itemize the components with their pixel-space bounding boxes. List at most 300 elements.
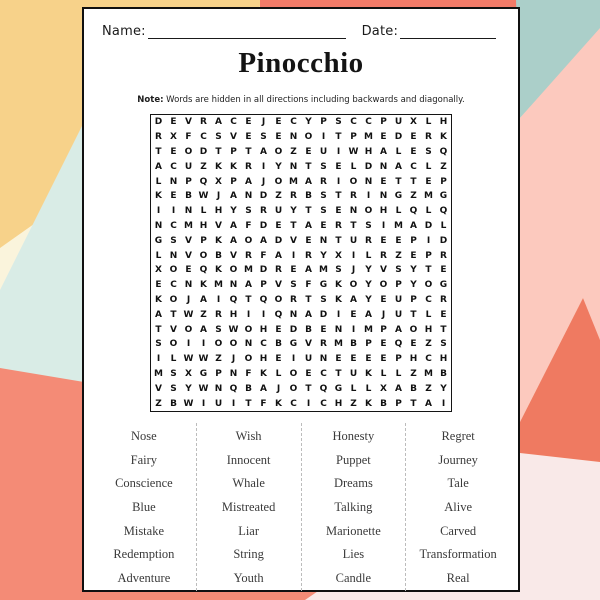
grid-letter: D	[289, 324, 298, 335]
grid-letter: U	[394, 294, 403, 305]
grid-letter: S	[170, 235, 177, 246]
grid-letter: E	[275, 220, 282, 231]
grid-letter: E	[170, 146, 177, 157]
grid-letter: K	[260, 368, 267, 379]
grid-letter: C	[170, 161, 177, 172]
grid-letter: V	[170, 324, 177, 335]
word-item: Wish	[235, 429, 262, 443]
grid-letter: V	[290, 235, 297, 246]
word-item: Honesty	[332, 429, 375, 443]
grid-letter: P	[320, 117, 327, 128]
grid-letter: W	[183, 309, 194, 320]
grid-letter: Q	[319, 383, 328, 394]
grid-letter: A	[380, 146, 387, 157]
grid-letter: E	[155, 280, 162, 291]
grid-letter: E	[290, 265, 297, 276]
word-item: Transformation	[419, 547, 497, 562]
grid-letter: B	[170, 398, 177, 409]
grid-letter: Y	[320, 250, 327, 261]
grid-letter: Q	[409, 206, 418, 217]
grid-letter: E	[350, 309, 357, 320]
grid-letter: P	[440, 176, 447, 187]
grid-letter: A	[305, 309, 312, 320]
grid-letter: P	[395, 398, 402, 409]
grid-letter: Q	[229, 383, 238, 394]
grid-letter: Q	[439, 146, 448, 157]
grid-letter: Z	[350, 398, 357, 409]
grid-letter: J	[186, 294, 191, 305]
grid-letter: I	[186, 339, 191, 350]
grid-letter: O	[244, 324, 253, 335]
grid-letter: D	[259, 220, 268, 231]
grid-letter: O	[274, 294, 283, 305]
grid-letter: N	[229, 368, 238, 379]
grid-letter: N	[229, 280, 238, 291]
grid-letter: T	[335, 235, 342, 246]
grid-letter: Z	[215, 354, 222, 365]
grid-letter: S	[170, 383, 177, 394]
grid-letter: O	[229, 265, 238, 276]
grid-letter: Z	[155, 398, 162, 409]
grid-letter: B	[350, 339, 357, 350]
header-row	[102, 21, 496, 39]
word-item: Puppet	[336, 452, 371, 467]
grid-letter: I	[291, 354, 296, 365]
grid-letter: E	[335, 354, 342, 365]
grid-letter: M	[184, 220, 193, 231]
note-label: Note:	[137, 95, 164, 105]
grid-letter: A	[230, 191, 237, 202]
grid-letter: K	[335, 280, 342, 291]
word-item: Mistreated	[221, 499, 276, 514]
grid-letter: J	[276, 383, 281, 394]
grid-letter: H	[229, 309, 238, 320]
grid-letter: I	[246, 309, 251, 320]
grid-letter: C	[200, 132, 207, 143]
grid-letter: A	[260, 235, 267, 246]
grid-letter: I	[231, 398, 236, 409]
grid-letter: T	[410, 398, 417, 409]
grid-letter: K	[230, 161, 237, 172]
grid-letter: E	[410, 132, 417, 143]
grid-letter: L	[425, 206, 432, 217]
grid-letter: E	[350, 354, 357, 365]
grid-letter: B	[305, 324, 312, 335]
grid-letter: T	[215, 146, 222, 157]
grid-letter: F	[245, 368, 252, 379]
grid-letter: V	[305, 339, 312, 350]
grid-letter: E	[275, 354, 282, 365]
grid-letter: N	[289, 132, 298, 143]
grid-letter: G	[154, 235, 163, 246]
grid-letter: Q	[229, 294, 238, 305]
grid-letter: A	[350, 294, 357, 305]
grid-letter: L	[395, 206, 402, 217]
grid-letter: Z	[410, 191, 417, 202]
grid-letter: L	[155, 176, 162, 187]
grid-letter: L	[350, 383, 357, 394]
grid-letter: M	[364, 324, 373, 335]
grid-letter: E	[380, 235, 387, 246]
grid-letter: G	[199, 368, 208, 379]
grid-letter: U	[394, 117, 403, 128]
grid-letter: O	[304, 132, 313, 143]
grid-letter: C	[290, 398, 297, 409]
grid-letter: T	[305, 383, 312, 394]
grid-letter: F	[260, 398, 267, 409]
grid-letter: S	[320, 191, 327, 202]
grid-letter: T	[335, 132, 342, 143]
grid-letter: Q	[394, 339, 403, 350]
word-item: Redemption	[113, 547, 175, 562]
grid-letter: I	[201, 339, 206, 350]
grid-letter: Z	[425, 383, 432, 394]
word-item: Journey	[438, 452, 478, 467]
word-item: Lies	[342, 547, 365, 562]
grid-letter: O	[349, 176, 358, 187]
grid-letter: E	[395, 235, 402, 246]
grid-letter: A	[245, 176, 252, 187]
grid-letter: K	[365, 398, 372, 409]
grid-letter: C	[290, 117, 297, 128]
grid-letter: Z	[290, 146, 297, 157]
grid-letter: L	[395, 146, 402, 157]
grid-letter: Z	[200, 309, 207, 320]
grid-letter: J	[231, 354, 236, 365]
grid-letter: O	[379, 280, 388, 291]
grid-letter: M	[214, 280, 223, 291]
grid-letter: I	[156, 206, 161, 217]
grid-letter: P	[200, 235, 207, 246]
grid-letter: U	[214, 398, 223, 409]
grid-letter: M	[154, 368, 163, 379]
word-item: Tale	[447, 476, 469, 491]
grid-letter: E	[245, 117, 252, 128]
grid-letter: M	[289, 176, 298, 187]
word-item: Conscience	[115, 476, 173, 491]
grid-letter: I	[261, 309, 266, 320]
grid-letter: B	[245, 383, 252, 394]
grid-letter: L	[395, 368, 402, 379]
grid-letter: R	[440, 294, 447, 305]
grid-letter: T	[245, 294, 252, 305]
grid-letter: E	[380, 339, 387, 350]
grid-letter: T	[410, 176, 417, 187]
grid-letter: E	[410, 250, 417, 261]
grid-letter: V	[275, 280, 282, 291]
grid-letter: T	[440, 324, 447, 335]
grid-letter: O	[169, 339, 178, 350]
grid-letter: P	[380, 324, 387, 335]
grid-letter: H	[259, 354, 268, 365]
grid-letter: O	[169, 294, 178, 305]
grid-letter: W	[198, 354, 209, 365]
name-label: Name:	[102, 24, 146, 39]
grid-letter: Y	[290, 206, 297, 217]
grid-letter: A	[305, 220, 312, 231]
grid-letter: E	[335, 161, 342, 172]
grid-letter: E	[335, 206, 342, 217]
grid-letter: I	[351, 250, 356, 261]
grid-letter: A	[245, 280, 252, 291]
grid-letter: A	[425, 398, 432, 409]
grid-letter: A	[215, 117, 222, 128]
grid-letter: J	[351, 265, 356, 276]
grid-letter: Z	[410, 368, 417, 379]
grid-letter: B	[410, 383, 417, 394]
grid-letter: P	[380, 117, 387, 128]
grid-letter: N	[169, 176, 178, 187]
grid-letter: R	[275, 265, 282, 276]
word-item: String	[233, 547, 264, 562]
page-title: Pinocchio	[238, 47, 364, 79]
grid-letter: K	[215, 235, 222, 246]
grid-letter: A	[230, 235, 237, 246]
grid-letter: O	[424, 280, 433, 291]
grid-letter: E	[410, 339, 417, 350]
grid-letter: I	[321, 132, 326, 143]
grid-letter: T	[410, 309, 417, 320]
grid-letter: N	[364, 176, 373, 187]
grid-letter: U	[394, 309, 403, 320]
grid-letter: H	[199, 220, 208, 231]
grid-letter: D	[259, 191, 268, 202]
grid-letter: P	[260, 280, 267, 291]
word-column	[92, 423, 196, 591]
grid-letter: X	[410, 117, 417, 128]
grid-letter: Q	[439, 206, 448, 217]
grid-letter: T	[305, 294, 312, 305]
grid-letter: W	[183, 398, 194, 409]
grid-letter: Q	[199, 176, 208, 187]
grid-letter: N	[379, 161, 388, 172]
grid-letter: D	[424, 220, 433, 231]
grid-letter: K	[440, 132, 447, 143]
grid-letter: O	[289, 383, 298, 394]
grid-letter: N	[184, 206, 193, 217]
grid-letter: B	[440, 368, 447, 379]
grid-letter: F	[245, 220, 252, 231]
grid-letter: V	[185, 235, 192, 246]
grid-letter: P	[425, 250, 432, 261]
grid-letter: L	[425, 117, 432, 128]
grid-letter: P	[410, 235, 417, 246]
grid-letter: A	[395, 383, 402, 394]
word-item: Alive	[444, 499, 473, 514]
grid-letter: A	[305, 176, 312, 187]
grid-letter: S	[365, 220, 372, 231]
grid-letter: G	[289, 339, 298, 350]
word-item: Whale	[232, 476, 265, 491]
grid-letter: U	[184, 161, 193, 172]
grid-letter: X	[185, 368, 192, 379]
grid-letter: O	[169, 265, 178, 276]
grid-letter: Z	[200, 161, 207, 172]
grid-letter: I	[441, 398, 446, 409]
grid-letter: A	[365, 309, 372, 320]
grid-letter: E	[170, 117, 177, 128]
grid-letter: I	[381, 220, 386, 231]
grid-letter: I	[366, 191, 371, 202]
grid-letter: O	[184, 324, 193, 335]
grid-letter: T	[245, 146, 252, 157]
grid-letter: A	[155, 161, 162, 172]
grid-letter: R	[155, 132, 162, 143]
grid-letter: E	[275, 117, 282, 128]
grid-letter: L	[155, 250, 162, 261]
grid-letter: M	[244, 265, 253, 276]
grid-letter: J	[261, 117, 266, 128]
grid-letter: A	[305, 265, 312, 276]
grid-letter: D	[199, 146, 208, 157]
grid-letter: H	[409, 354, 418, 365]
grid-letter: T	[395, 176, 402, 187]
grid-letter: P	[215, 368, 222, 379]
grid-letter: D	[439, 235, 448, 246]
grid-letter: P	[230, 146, 237, 157]
grid-letter: C	[170, 280, 177, 291]
grid-letter: U	[349, 235, 358, 246]
grid-letter: S	[260, 132, 267, 143]
word-item: Blue	[132, 499, 156, 514]
grid-letter: N	[289, 161, 298, 172]
grid-letter: I	[216, 294, 221, 305]
grid-letter: E	[380, 132, 387, 143]
grid-letter: A	[230, 220, 237, 231]
grid-letter: N	[319, 354, 328, 365]
grid-letter: E	[170, 191, 177, 202]
grid-letter: N	[289, 309, 298, 320]
grid-letter: S	[425, 146, 432, 157]
grid-letter: H	[259, 324, 268, 335]
grid-letter: B	[185, 191, 192, 202]
date-label: Date:	[361, 24, 399, 39]
grid-letter: W	[348, 146, 359, 157]
grid-letter: Y	[365, 265, 372, 276]
grid-letter: W	[183, 354, 194, 365]
grid-letter: X	[170, 132, 177, 143]
word-item: Carved	[440, 523, 477, 538]
grid-letter: W	[198, 383, 209, 394]
grid-letter: H	[439, 354, 448, 365]
grid-letter: C	[230, 117, 237, 128]
grid-letter: T	[305, 161, 312, 172]
word-item: Candle	[335, 570, 372, 585]
grid-letter: V	[185, 117, 192, 128]
grid-letter: L	[380, 368, 387, 379]
grid-letter: B	[275, 339, 282, 350]
date-blank-line	[400, 23, 496, 39]
grid-letter: F	[260, 250, 267, 261]
word-item: Nose	[131, 429, 157, 443]
grid-letter: P	[365, 339, 372, 350]
grid-letter: Y	[410, 265, 417, 276]
grid-letter: T	[335, 368, 342, 379]
grid-letter: I	[336, 309, 341, 320]
note-line	[84, 95, 518, 105]
grid-letter: L	[275, 368, 282, 379]
word-item: Liar	[238, 523, 260, 538]
grid-letter: M	[364, 132, 373, 143]
grid-letter: Y	[365, 294, 372, 305]
grid-letter: S	[335, 117, 342, 128]
grid-letter: Y	[365, 280, 372, 291]
word-item: Regret	[441, 429, 475, 443]
grid-letter: I	[306, 398, 311, 409]
grid-letter: P	[395, 354, 402, 365]
grid-letter: Q	[199, 265, 208, 276]
grid-letter: Z	[440, 161, 447, 172]
grid-letter: D	[319, 309, 328, 320]
grid-letter: I	[351, 324, 356, 335]
grid-letter: S	[215, 132, 222, 143]
word-column	[301, 423, 406, 591]
grid-letter: E	[320, 220, 327, 231]
grid-letter: A	[395, 324, 402, 335]
grid-letter: Z	[425, 339, 432, 350]
grid-letter: S	[215, 324, 222, 335]
grid-letter: T	[290, 220, 297, 231]
grid-letter: T	[170, 309, 177, 320]
grid-letter: U	[319, 146, 328, 157]
grid-letter: E	[320, 324, 327, 335]
grid-letter: A	[260, 383, 267, 394]
grid-letter: R	[365, 235, 372, 246]
grid-letter: Y	[305, 117, 312, 128]
grid-letter: H	[334, 398, 343, 409]
grid-letter: D	[394, 132, 403, 143]
grid-letter: A	[410, 220, 417, 231]
grid-letter: E	[365, 354, 372, 365]
grid-letter: A	[155, 309, 162, 320]
grid-letter: P	[230, 176, 237, 187]
grid-letter: E	[305, 235, 312, 246]
grid-letter: R	[305, 250, 312, 261]
word-column	[196, 423, 301, 591]
grid-letter: O	[364, 206, 373, 217]
grid-letter: A	[200, 324, 207, 335]
word-item: Adventure	[117, 570, 171, 585]
grid-letter: T	[335, 191, 342, 202]
grid-letter: C	[170, 220, 177, 231]
grid-letter: K	[275, 398, 282, 409]
grid-letter: S	[320, 206, 327, 217]
grid-letter: S	[395, 265, 402, 276]
grid-letter: R	[320, 176, 327, 187]
grid-letter: G	[439, 280, 448, 291]
grid-letter: I	[336, 146, 341, 157]
grid-letter: L	[365, 383, 372, 394]
grid-letter: U	[274, 206, 283, 217]
grid-letter: Y	[230, 206, 237, 217]
grid-letter: M	[394, 220, 403, 231]
grid-letter: Y	[410, 280, 417, 291]
grid-letter: X	[380, 383, 387, 394]
grid-letter: O	[214, 339, 223, 350]
grid-letter: D	[259, 265, 268, 276]
grid-letter: C	[320, 398, 327, 409]
grid-letter: N	[184, 280, 193, 291]
grid-letter: N	[169, 250, 178, 261]
grid-letter: T	[305, 206, 312, 217]
grid-letter: X	[155, 265, 162, 276]
grid-letter: S	[245, 206, 252, 217]
grid-letter: R	[335, 220, 342, 231]
grid-letter: M	[424, 191, 433, 202]
grid-letter: M	[334, 339, 343, 350]
grid-letter: D	[154, 117, 163, 128]
grid-letter: A	[260, 146, 267, 157]
